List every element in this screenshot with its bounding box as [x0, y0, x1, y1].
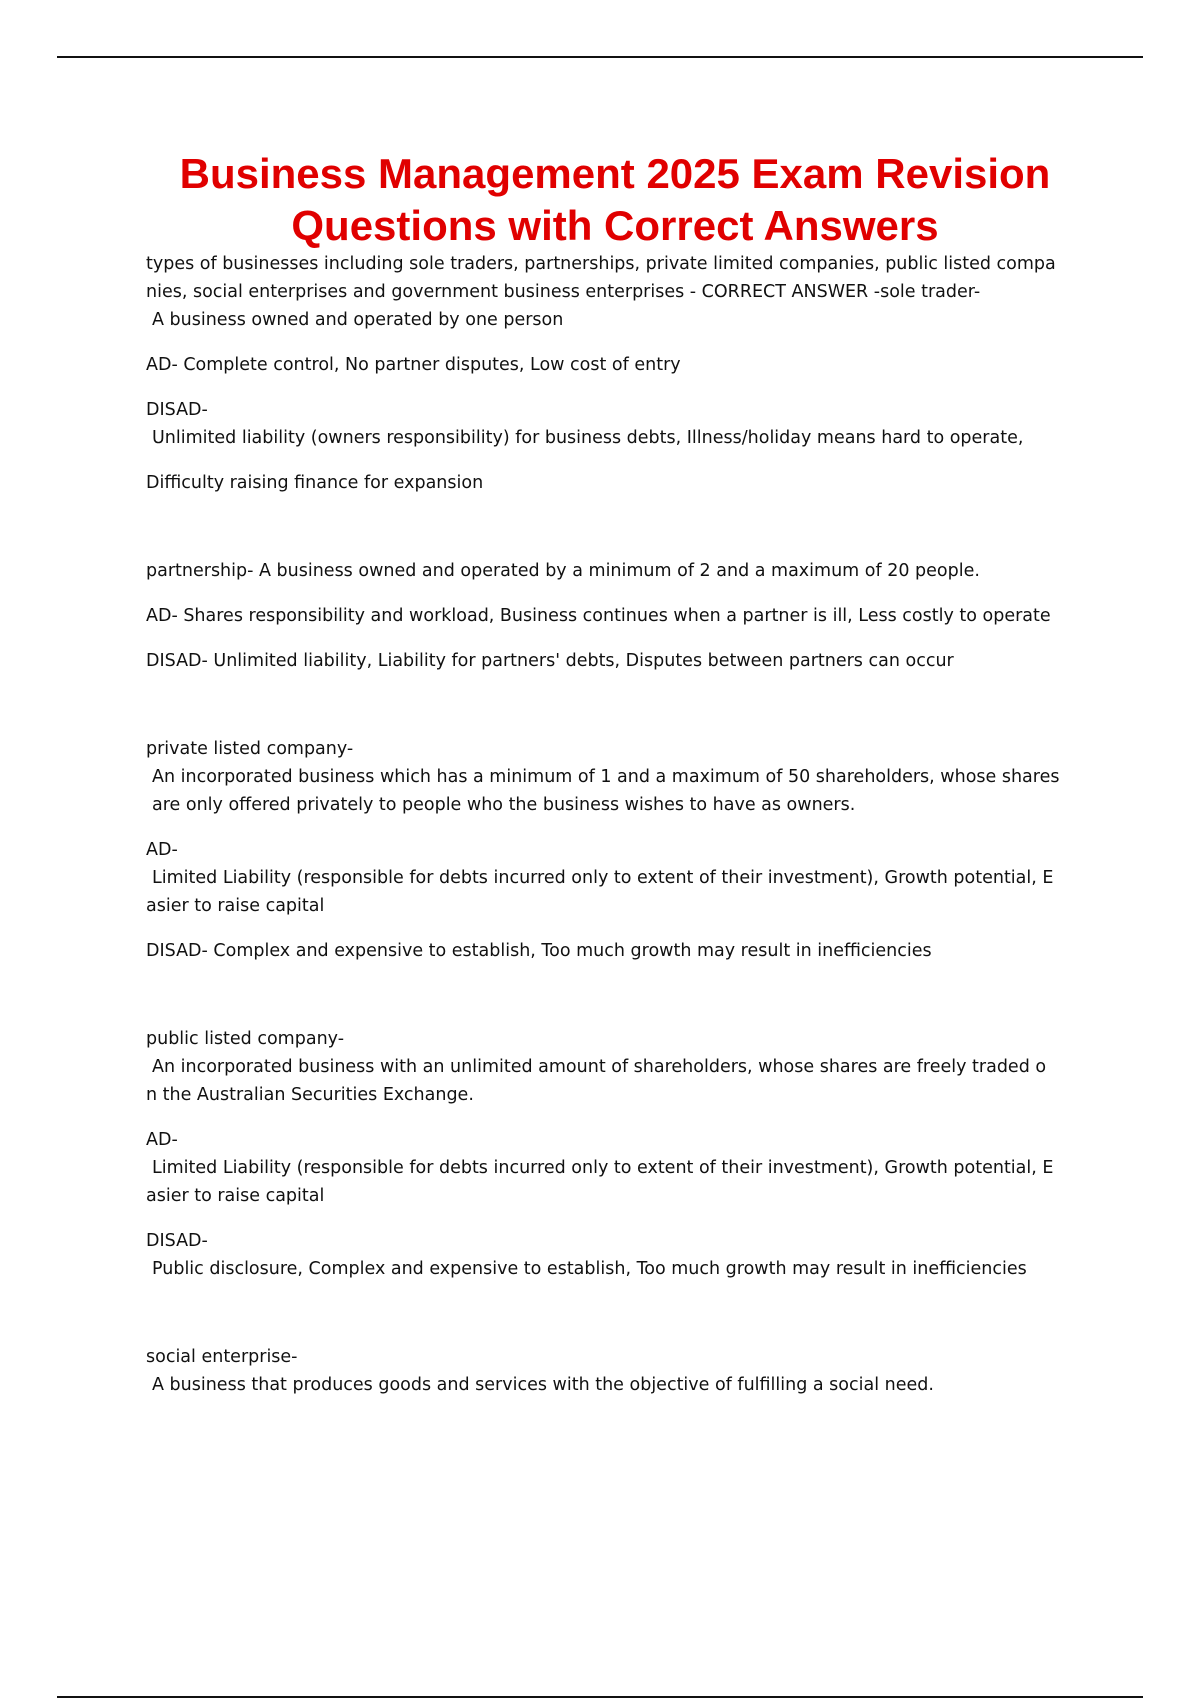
- private-company-def-line-1: An incorporated business which has a minimum of 1 and a maximum of 50 shareholders, whose shares: [152, 767, 1060, 787]
- private-company-ad-label: AD-: [146, 840, 178, 860]
- sole-trader-disad-line-2: Difficulty raising finance for expansion: [146, 473, 484, 493]
- sole-trader-disad-label: DISAD-: [146, 400, 208, 420]
- private-company-ad-line-1: Limited Liability (responsible for debts incurred only to extent of their investment), Growth potential, E: [152, 868, 1054, 888]
- partnership-definition: partnership- A business owned and operated by a minimum of 2 and a maximum of 20 people.: [146, 561, 980, 581]
- partnership-section: [146, 557, 1088, 675]
- document-title: [110, 148, 1120, 252]
- private-company-def-line-2: are only offered privately to people who the business wishes to have as owners.: [152, 795, 856, 815]
- intro-line-2: nies, social enterprises and government business enterprises - CORRECT ANSWER -sole trader-: [146, 282, 981, 302]
- social-enterprise-section: [146, 1343, 1088, 1399]
- public-company-ad-label: AD-: [146, 1130, 178, 1150]
- private-company-heading: private listed company-: [146, 739, 354, 759]
- social-enterprise-definition: A business that produces goods and services with the objective of fulfilling a social need.: [152, 1375, 934, 1395]
- title-line-1: Business Management 2025 Exam Revision: [179, 150, 1051, 197]
- intro-line-1: types of businesses including sole traders, partnerships, private limited companies, public listed compa: [146, 254, 1056, 274]
- private-company-ad-line-2: asier to raise capital: [146, 896, 325, 916]
- social-enterprise-heading: social enterprise-: [146, 1347, 298, 1367]
- document-body: [146, 250, 1088, 1399]
- sole-trader-section: [146, 250, 1088, 497]
- sole-trader-disad-line-1: Unlimited liability (owners responsibility) for business debts, Illness/holiday means hard to operate,: [152, 428, 1024, 448]
- partnership-disadvantages: DISAD- Unlimited liability, Liability for partners' debts, Disputes between partners can occur: [146, 651, 954, 671]
- sole-trader-advantages: AD- Complete control, No partner disputes, Low cost of entry: [146, 355, 681, 375]
- public-company-ad-line-2: asier to raise capital: [146, 1186, 325, 1206]
- public-company-section: [146, 1025, 1088, 1283]
- partnership-advantages: AD- Shares responsibility and workload, Business continues when a partner is ill, Less costly to operate: [146, 606, 1051, 626]
- private-company-disadvantages: DISAD- Complex and expensive to establish, Too much growth may result in inefficiencies: [146, 941, 932, 961]
- bottom-rule: [57, 1696, 1143, 1698]
- public-company-heading: public listed company-: [146, 1029, 345, 1049]
- public-company-disad-line-1: Public disclosure, Complex and expensive to establish, Too much growth may result in inefficiencies: [152, 1259, 1027, 1279]
- private-company-section: [146, 735, 1088, 965]
- title-line-2: Questions with Correct Answers: [291, 202, 939, 249]
- sole-trader-definition: A business owned and operated by one person: [152, 310, 564, 330]
- public-company-ad-line-1: Limited Liability (responsible for debts incurred only to extent of their investment), Growth potential, E: [152, 1158, 1054, 1178]
- public-company-disad-label: DISAD-: [146, 1231, 208, 1251]
- top-rule: [57, 56, 1143, 58]
- public-company-def-line-1: An incorporated business with an unlimited amount of shareholders, whose shares are freely traded o: [152, 1057, 1047, 1077]
- public-company-def-line-2: n the Australian Securities Exchange.: [146, 1085, 474, 1105]
